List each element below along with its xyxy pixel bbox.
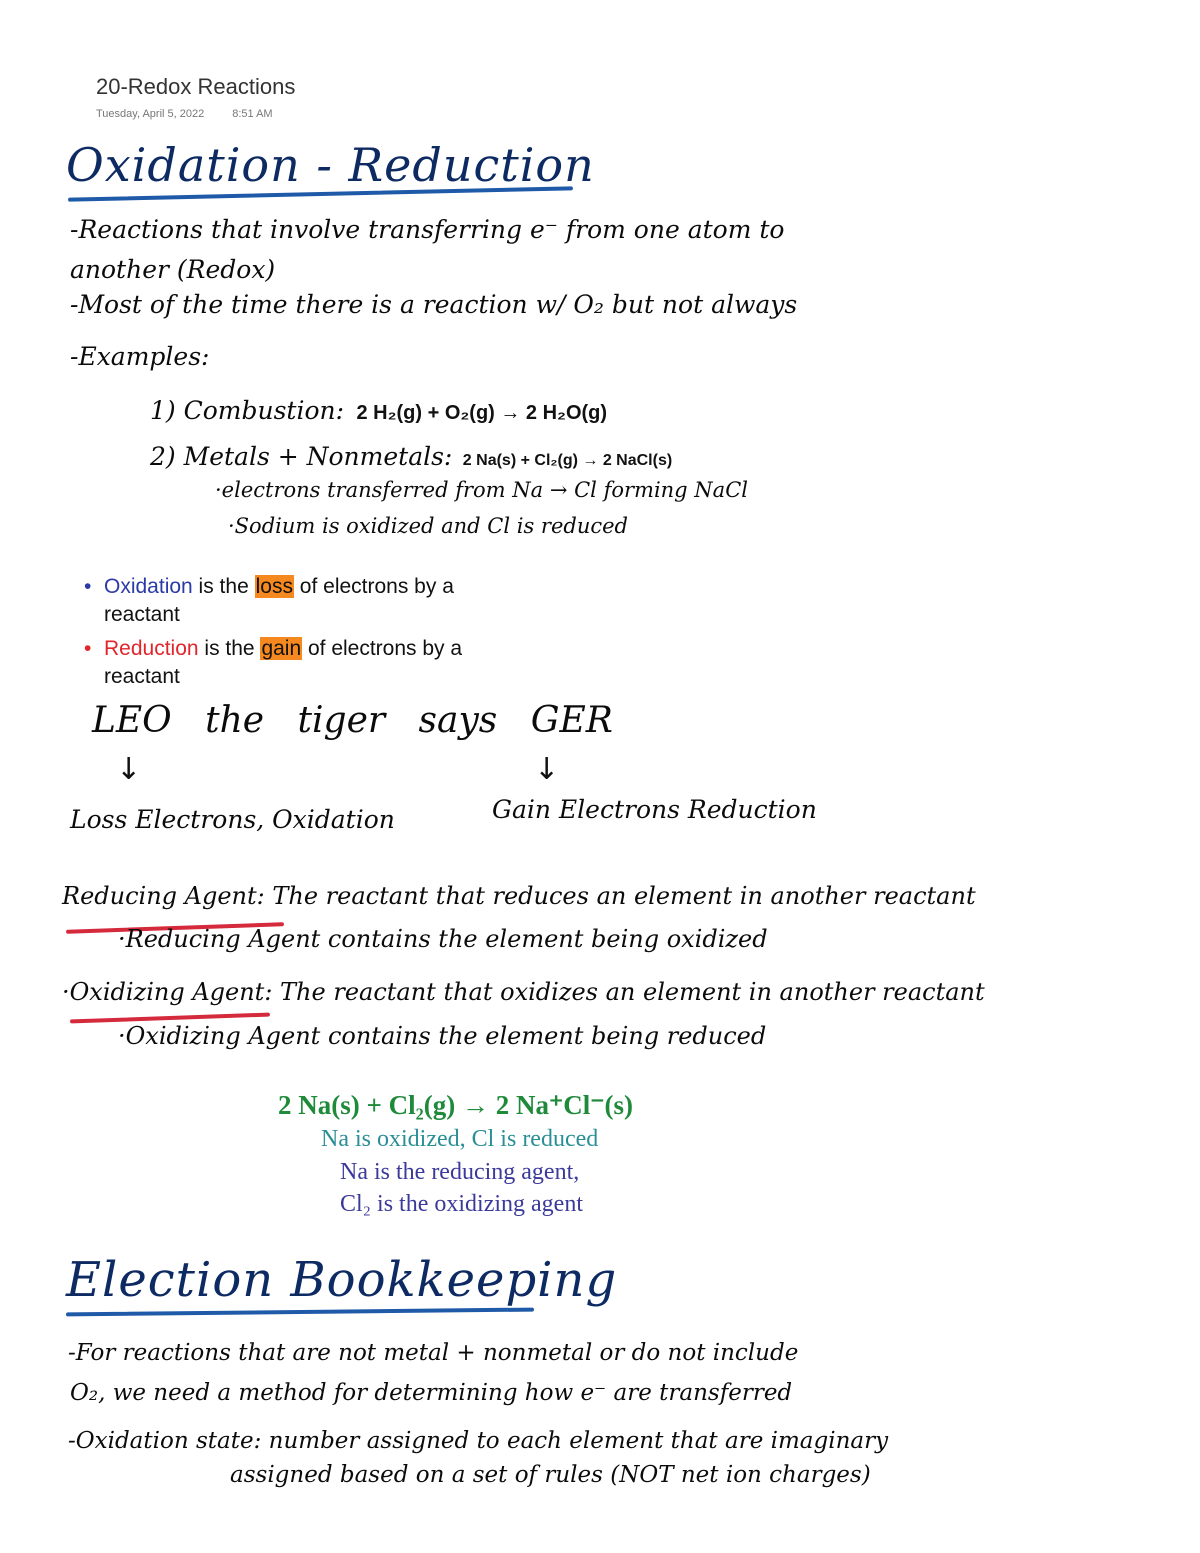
example-line: Na is the reducing agent, (340, 1159, 580, 1185)
bullet-oxidation (84, 573, 454, 629)
term-oxidation: Oxidation (104, 575, 193, 598)
term-reducing-agent: Reducing Agent (62, 882, 257, 910)
handwritten-line: -For reactions that are not metal + nonmetal or do not include (68, 1340, 799, 1366)
bullet-text: of electrons by a (293, 575, 454, 598)
handwritten-subpoint: ·electrons transferred from Na → Cl forming NaCl (215, 478, 748, 502)
example-line: Cl₂ is the oxidizing agent (340, 1191, 583, 1217)
handwritten-line: -Reactions that involve transferring e⁻ from one atom to (70, 215, 785, 244)
bullet-text: is the (192, 575, 255, 598)
definition-text: : The reactant that reduces an element in another reactant (256, 882, 976, 910)
examples-label: -Examples: (70, 342, 210, 371)
page-date (96, 108, 273, 120)
handwritten-subpoint: ·Oxidizing Agent contains the element being reduced (118, 1022, 767, 1050)
reducing-agent-definition (62, 882, 976, 910)
section-heading-bookkeeping: Election Bookkeeping (66, 1252, 618, 1308)
oxidizing-agent-definition (62, 978, 985, 1006)
heading-underline (66, 1308, 534, 1317)
handwritten-line: O₂, we need a method for determining how e⁻ are transferred (70, 1380, 793, 1406)
example-metals-nonmetals (150, 442, 672, 471)
arrow-down-icon: ↓ (534, 752, 560, 787)
example-label: 1) Combustion: (150, 396, 345, 425)
handwritten-line: -Oxidation state: number assigned to each element that are imaginary (68, 1428, 889, 1454)
handwritten-subpoint: ·Reducing Agent contains the element being oxidized (118, 925, 768, 953)
handwritten-line: assigned based on a set of rules (NOT net ion charges) (230, 1462, 871, 1488)
time-text: 8:51 AM (232, 108, 273, 120)
section-heading-oxidation-reduction: Oxidation - Reduction (66, 138, 595, 192)
handwritten-line: another (Redox) (70, 255, 276, 284)
example-equation: 2 Na(s) + Cl₂(g) → 2 NaCl(s) (462, 452, 673, 469)
bullet-reduction (84, 635, 462, 691)
bullet-dot: • (84, 637, 92, 660)
example-equation: 2 Na(s) + Cl₂(g) → 2 Na⁺Cl⁻(s) (278, 1090, 633, 1120)
term-reduction: Reduction (104, 637, 199, 660)
bullet-text: reactant (104, 665, 180, 688)
bullet-text: is the (198, 637, 261, 660)
mnemonic-left-label: Loss Electrons, Oxidation (70, 805, 395, 834)
example-equation: 2 H₂(g) + O₂(g) → 2 H₂O(g) (356, 402, 608, 424)
date-text: Tuesday, April 5, 2022 (96, 108, 205, 120)
bullet-dot: • (84, 575, 92, 598)
example-label: 2) Metals + Nonmetals: (150, 442, 453, 471)
highlight-loss: loss (255, 575, 293, 598)
mnemonic-right-label: Gain Electrons Reduction (492, 795, 817, 824)
handwritten-line: -Most of the time there is a reaction w/ O₂ but not always (70, 290, 798, 319)
example-combustion (150, 396, 607, 425)
highlight-gain: gain (261, 637, 302, 660)
example-line: Na is oxidized, Cl is reduced (321, 1126, 599, 1152)
definition-text: : The reactant that oxidizes an element in another reactant (264, 978, 985, 1006)
handwritten-subpoint: ·Sodium is oxidized and Cl is reduced (228, 514, 628, 538)
bullet-text: of electrons by a (302, 637, 463, 660)
page-title: 20-Redox Reactions (96, 74, 296, 99)
mnemonic-line: LEO the tiger says GER (92, 700, 613, 741)
arrow-down-icon: ↓ (116, 752, 142, 787)
term-oxidizing-agent: ·Oxidizing Agent (62, 978, 265, 1006)
bullet-text: reactant (104, 603, 180, 626)
